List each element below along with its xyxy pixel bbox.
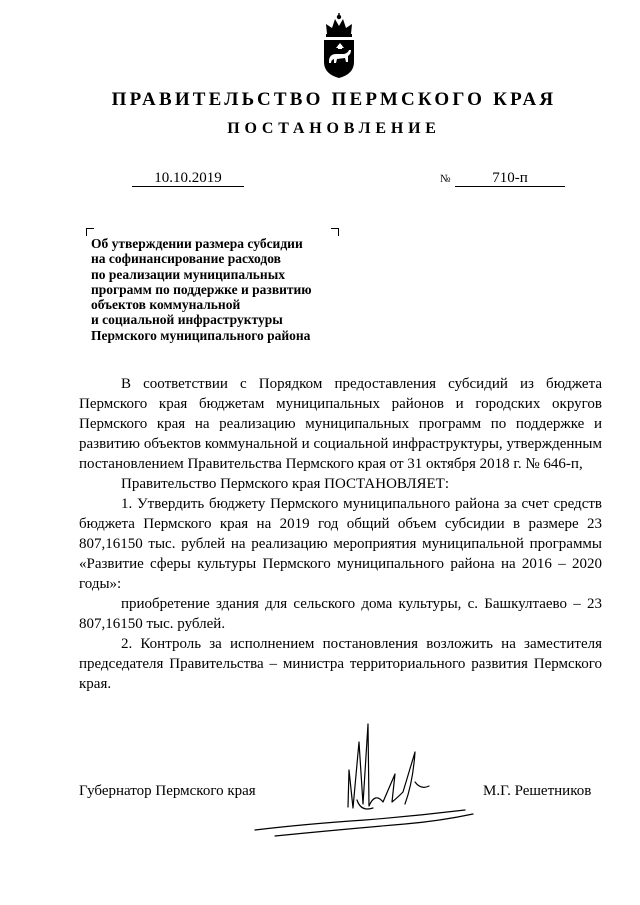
coat-of-arms-emblem	[318, 10, 360, 80]
decree-subject	[91, 236, 361, 343]
body-paragraph-preamble: В соответствии с Порядком предоставления субсидий из бюджета Пермского края бюджетам муниципальных районов и городских округов Пермского края на реализацию муниципальных программ по поддержке и развитию объектов коммунальной и социальной инфраструктуры, утвержденным постановлением Правительства Пермского края от 31 октября 2018 г. № 646-п,	[79, 376, 602, 472]
signer-role: Губернатор Пермского края	[79, 783, 256, 799]
subject-line: по реализации муниципальных	[91, 266, 285, 282]
body-paragraph-item-1: 1. Утвердить бюджету Пермского муниципального района за счет средств бюджета Пермского края на 2019 год общий объем субсидии в размере 23 807,16150 тыс. рублей на реализацию мероприятия муниципальной программы «Развитие сферы культуры Пермского муниципального района на 2016 – 2020 годы»:	[79, 496, 602, 592]
subject-line: на софинансирование расходов	[91, 251, 281, 267]
body-paragraph-item-1-detail: приобретение здания для сельского дома культуры, с. Башкултаево – 23 807,16150 тыс. рублей.	[79, 596, 602, 632]
decree-body	[79, 374, 602, 694]
subject-line: Об утверждении размера субсидии	[91, 236, 303, 251]
subject-line: и социальной инфраструктуры	[91, 312, 283, 328]
subject-bracket-right	[331, 228, 339, 236]
handwritten-signature	[245, 712, 485, 842]
document-type-title: ПОСТАНОВЛЕНИЕ	[227, 120, 441, 137]
body-paragraph-resolves: Правительство Пермского края ПОСТАНОВЛЯЕТ:	[121, 476, 450, 492]
subject-line: Пермского муниципального района	[91, 327, 311, 343]
decree-number: 710-п	[455, 170, 565, 187]
subject-line: объектов коммунальной	[91, 297, 241, 313]
subject-bracket-left	[86, 228, 94, 236]
government-title: ПРАВИТЕЛЬСТВО ПЕРМСКОГО КРАЯ	[111, 89, 557, 110]
decree-date: 10.10.2019	[132, 170, 244, 187]
body-paragraph-item-2: 2. Контроль за исполнением постановления возложить на заместителя председателя Правительства – министра территориального развития Пермского края.	[79, 636, 602, 692]
number-sign: №	[440, 173, 451, 185]
signer-name: М.Г. Решетников	[483, 783, 592, 799]
subject-line: программ по поддержке и развитию	[91, 281, 312, 297]
